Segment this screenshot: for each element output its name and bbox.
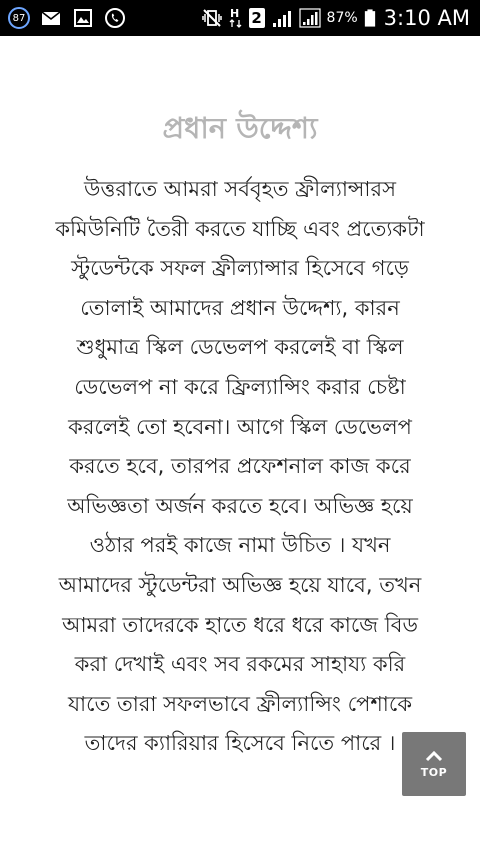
article-line: স্টুডেন্টকে সফল ফ্রীল্যান্সার হিসেবে গড়ে: [71, 256, 409, 281]
article-line: যাতে তারা সফলভাবে ফ্রীল্যান্সিং পেশাকে: [67, 691, 413, 716]
status-bar-left: [8, 7, 136, 29]
phone-icon: [104, 7, 126, 29]
article-line: অভিজ্ঞতা অর্জন করতে হবে। অভিজ্ঞ হয়ে: [67, 493, 413, 518]
article-line: করা দেখাই এবং সব রকমের সাহায্য করি: [74, 652, 406, 677]
article-line: আমাদের স্টুডেন্টরা অভিজ্ঞ হয়ে যাবে, তখন: [58, 572, 422, 597]
scroll-to-top-label: TOP: [420, 765, 448, 779]
battery-icon: [364, 7, 376, 29]
chevron-up-icon: [425, 750, 443, 762]
network-type-label: H: [229, 7, 239, 20]
status-clock: 3:10 AM: [383, 6, 470, 30]
article-line: তাদের ক্যারিয়ার হিসেবে নিতে পারে ।: [84, 731, 396, 756]
sim-slot-badge: 2: [249, 8, 265, 28]
article-line: ওঠার পরই কাজে নামা উচিত । যখন: [89, 533, 391, 558]
article-line: শুধুমাত্র স্কিল ডেভেলপ করলেই বা স্কিল: [76, 335, 404, 360]
scroll-to-top-button[interactable]: [402, 732, 466, 796]
signal-icon-secondary: [299, 7, 321, 29]
notification-count-badge: 87: [8, 7, 30, 29]
battery-percent: 87%: [326, 10, 358, 26]
article-line: উত্তরাতে আমরা সর্ববৃহত ফ্রীল্যান্সারস: [84, 177, 396, 201]
vibrate-mute-icon: [201, 7, 223, 29]
article-heading: প্রধান উদ্দেশ্য: [162, 111, 318, 145]
article-line: করলেই তো হবেনা। আগে স্কিল ডেভেলপ: [68, 414, 412, 439]
signal-icon: [271, 7, 293, 29]
article-line: কমিউনিটি তৈরী করতে যাচ্ছি এবং প্রত্যেকটা: [55, 216, 425, 241]
article-line: আমরা তাদেরকে হাতে ধরে ধরে কাজে বিড: [62, 612, 418, 637]
status-bar: [0, 0, 480, 36]
data-arrows-icon: [229, 7, 243, 29]
article-line: করতে হবে, তারপর প্রফেশনাল কাজ করে: [69, 454, 411, 479]
mail-icon: [40, 7, 62, 29]
image-icon: [72, 7, 94, 29]
article-line: তোলাই আমাদের প্রধান উদ্দেশ্য, কারন: [80, 295, 400, 320]
article-body: [18, 170, 462, 764]
status-bar-right: [195, 6, 470, 30]
article-line: ডেভেলপ না করে ফ্রিল্যান্সিং করার চেষ্টা: [74, 374, 406, 399]
